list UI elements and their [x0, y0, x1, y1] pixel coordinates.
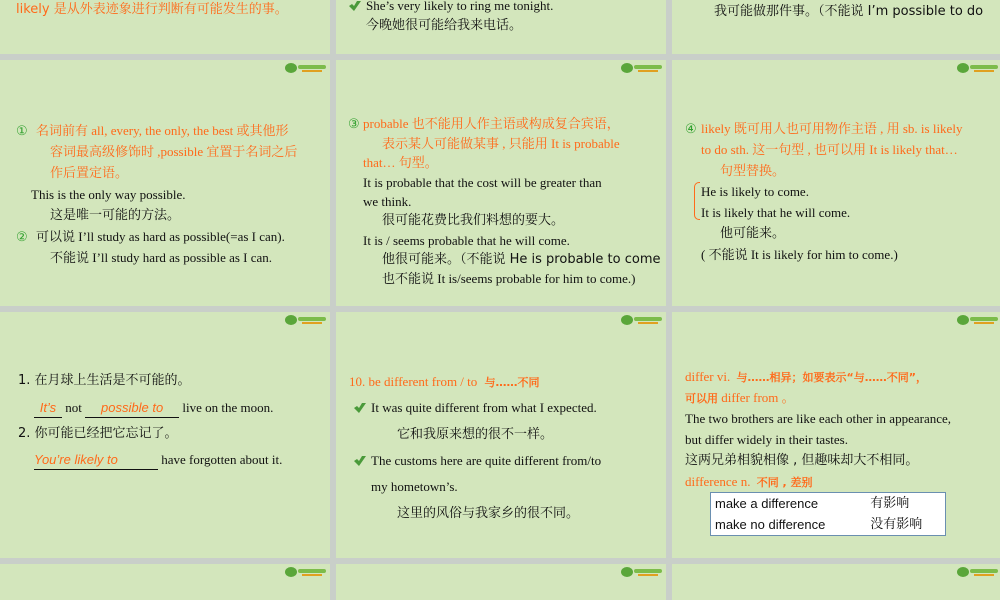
example-cn: 它和我原来想的很不一样。: [397, 427, 554, 442]
table-row: [711, 514, 946, 536]
answer-word: live on the moon.: [182, 400, 274, 415]
logo-icon: [620, 566, 664, 578]
point-number: ②: [16, 229, 28, 244]
phrase-cn: 有影响: [870, 496, 910, 511]
answer-blank: possible to: [85, 399, 179, 418]
logo-icon: [284, 62, 328, 74]
phrase-en: make no difference: [715, 517, 826, 532]
line-cn: 可以用: [685, 392, 718, 405]
point-text: 表示某人可能做某事 , 只能用 It is probable: [382, 136, 620, 151]
example-cn: 今晚她很可能给我来电话。: [366, 18, 523, 33]
example-en: It is probable that the cost will be greater than: [363, 175, 602, 190]
answer-word: have forgotten about it.: [161, 452, 283, 467]
logo-icon: [284, 314, 328, 326]
section-line: [685, 473, 813, 492]
bullet-icon: [353, 401, 367, 414]
slide-r0c0[interactable]: [0, 0, 330, 54]
example-cn: 这里的风俗与我家乡的很不同。: [397, 506, 580, 521]
slide-r3c0[interactable]: [0, 564, 330, 600]
phrase-table: [710, 492, 946, 536]
example-en: but differ widely in their tastes.: [685, 432, 848, 447]
example-cn: 很可能花费比我们料想的要大。: [382, 213, 565, 228]
example-en: He is likely to come.: [701, 184, 809, 199]
point-text: 可以说 I’ll study as hard as possible(=as I can).: [36, 229, 285, 244]
slide-r2c0[interactable]: [0, 312, 330, 558]
point-text: to do sth. 这一句型 , 也可以用 It is likely that…: [701, 142, 958, 157]
heading-en: differ vi.: [685, 369, 731, 384]
slide-r0c2[interactable]: [672, 0, 1000, 54]
slide-r3c2[interactable]: [672, 564, 1000, 600]
point-number: ③: [348, 116, 360, 131]
example-cn: 他可能来。: [720, 226, 786, 241]
answer-blank: It’s: [34, 399, 62, 418]
example-cn: 这是唯一可能的方法。: [50, 208, 181, 223]
point-text: that… 句型。: [363, 155, 438, 170]
section-heading: [349, 373, 540, 392]
noun-en: difference n.: [685, 474, 751, 489]
example-en: we think.: [363, 194, 412, 209]
table-row: [711, 493, 946, 515]
bullet-icon: [353, 454, 367, 467]
point-text: likely 既可用人也可用物作主语 , 用 sb. is likely: [701, 121, 963, 136]
example-en: 也不能说 It is/seems probable for him to come.): [382, 271, 636, 286]
answer-word: not: [65, 400, 82, 415]
slide-r2c2[interactable]: [672, 312, 1000, 558]
question-text: 2. 你可能已经把它忘记了。: [18, 426, 178, 441]
logo-icon: [284, 566, 328, 578]
point-text: 名词前有 all, every, the only, the best 或其他形: [36, 123, 289, 138]
point-text: probable 也不能用人作主语或构成复合宾语，: [363, 116, 620, 131]
logo-icon: [956, 62, 1000, 74]
question-text: 1. 在月球上生活是不可能的。: [18, 373, 191, 388]
slide-r3c1[interactable]: [336, 564, 666, 600]
heading-cn: 与……相异；如要表示“与……不同”，: [736, 371, 927, 384]
slide-r1c2[interactable]: [672, 60, 1000, 306]
example-en: The customs here are quite different from/to: [371, 453, 602, 468]
example-en: This is the only way possible.: [31, 187, 186, 202]
slide-r1c1[interactable]: [336, 60, 666, 306]
logo-icon: [956, 314, 1000, 326]
answer-line: [34, 451, 282, 470]
point-text: 句型替换。: [720, 163, 786, 178]
section-heading: [685, 368, 927, 387]
section-line: [685, 389, 795, 408]
example-en: The two brothers are like each other in appearance,: [685, 411, 952, 426]
answer-line: [34, 399, 273, 418]
point-text: 容词最高级修饰时 ,possible 宜置于名词之后: [50, 144, 298, 159]
example-en: It is likely that he will come.: [701, 205, 851, 220]
text-line: 我可能做那件事。（不能说 I’m possible to do: [714, 4, 984, 19]
answer-blank: You’re likely to: [34, 451, 158, 470]
logo-icon: [620, 314, 664, 326]
noun-cn: 不同 , 差别: [756, 476, 813, 489]
example-cn: 这两兄弟相貌相像 , 但趣味却大不相同。: [685, 453, 919, 468]
heading-cn: 与……不同: [484, 376, 540, 389]
slide-r0c1[interactable]: [336, 0, 666, 54]
text-line: likely 是从外表迹象进行判断有可能发生的事。: [16, 2, 288, 17]
point-number: ①: [16, 123, 28, 138]
line-en: differ from 。: [721, 390, 795, 405]
note-text: ( 不能说 It is likely for him to come.): [701, 247, 898, 262]
phrase-cn: 没有影响: [870, 517, 923, 532]
point-text: 不能说 I’ll study hard as possible as I can.: [50, 250, 273, 265]
point-text: 作后置定语。: [50, 165, 129, 180]
brace-icon: [694, 182, 700, 220]
bullet-icon: [348, 0, 362, 12]
heading-en: 10. be different from / to: [349, 374, 478, 389]
example-en: It was quite different from what I expected.: [371, 400, 597, 415]
example-en: my hometown’s.: [371, 479, 458, 494]
slide-r2c1[interactable]: [336, 312, 666, 558]
example-cn: 他很可能来。（不能说 He is probable to come: [382, 252, 661, 267]
point-number: ④: [685, 121, 697, 136]
example-en: She’s very likely to ring me tonight.: [366, 0, 554, 13]
phrase-en: make a difference: [715, 496, 819, 511]
slide-r1c0[interactable]: [0, 60, 330, 306]
example-en: It is / seems probable that he will come.: [363, 233, 570, 248]
logo-icon: [956, 566, 1000, 578]
logo-icon: [620, 62, 664, 74]
